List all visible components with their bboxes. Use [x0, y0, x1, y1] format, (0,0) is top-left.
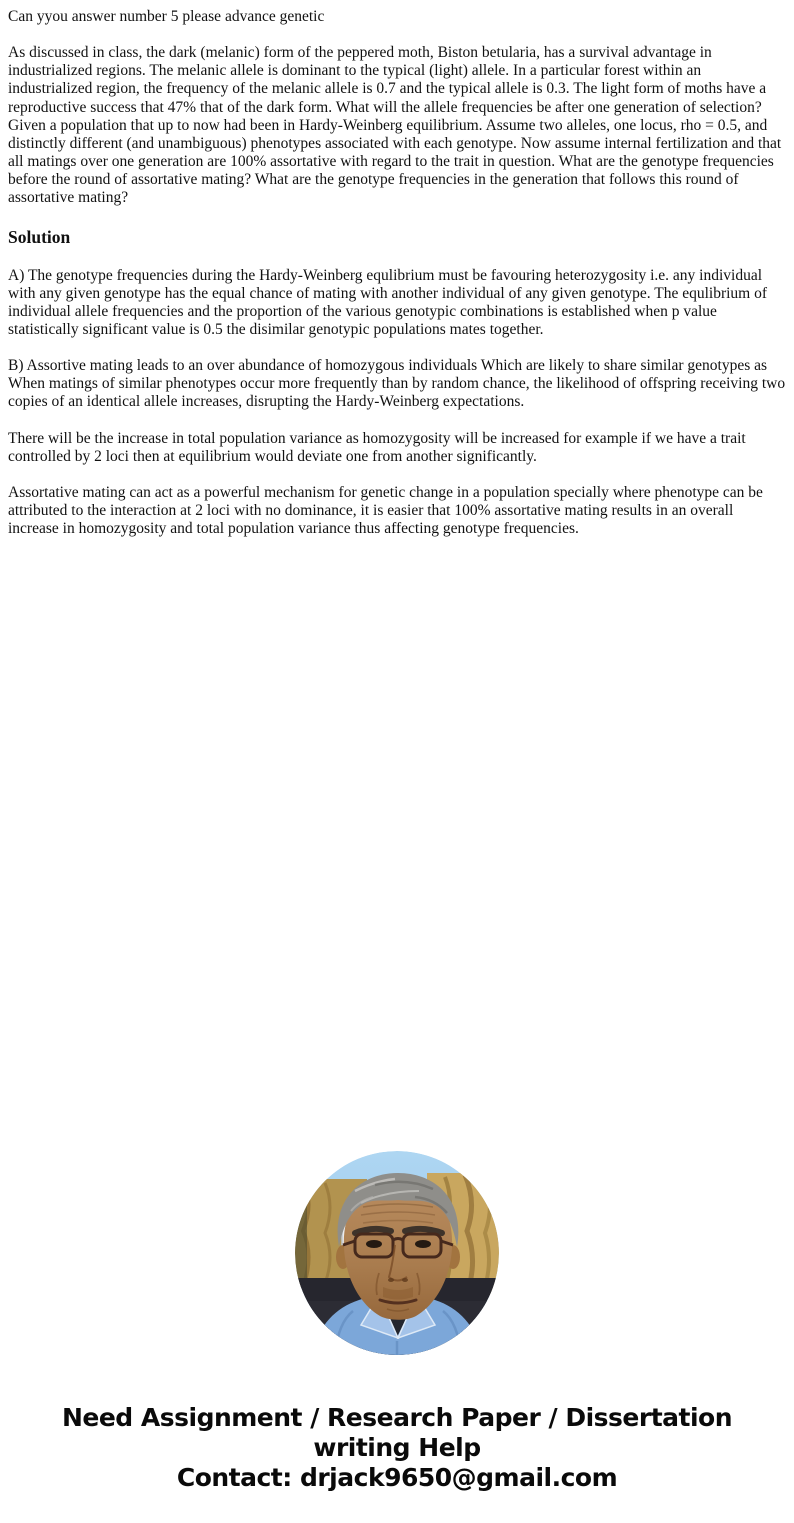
- question-intro: Can yyou answer number 5 please advance genetic: [8, 8, 325, 25]
- solution-paragraph-variance: There will be the increase in total population variance as homozygosity will be increased for example if we have a trait controlled by 2 loci then at equilibrium would deviate one from another significantly.: [8, 429, 746, 465]
- profile-photo-illustration: [295, 1151, 499, 1355]
- solution-heading: Solution: [8, 227, 71, 248]
- footer-heading: Need Assignment / Research Paper / Dissertation writing Help: [61, 1403, 733, 1462]
- solution-paragraph-a: A) The genotype frequencies during the Hardy-Weinberg equlibrium must be favouring heterozygosity i.e. any individual with any given genotype has the equal chance of mating with another individual of any given genotype. The equlibrium of individual allele frequencies and the proportion of the various genotypic combinations is established when p value statistically significant value is 0.5 the disimilar genotypic populations mates together.: [8, 266, 768, 339]
- question-body: As discussed in class, the dark (melanic) form of the peppered moth, Biston betularia, has a survival advantage in industrialized regions. The melanic allele is dominant to the typical (light) allele. In a particular forest within an industrialized region, the frequency of the melanic allele is 0.7 and the typical allele is 0.3. The light form of moths have a reproductive success that 47% that of the dark form. What will the allele frequencies be after one generation of selection? Given a population that up to now had been in Hardy-Weinberg equilibrium. Assume two alleles, one locus, rho = 0.5, and distinctly different (and unambiguous) phenotypes associated with each genotype. Now assume internal fertilization and that all matings over one generation are 100% assortative with regard to the trait in question. What are the genotype frequencies before the round of assortative mating? What are the genotype frequencies in the generation that follows this round of assortative mating?: [8, 44, 782, 207]
- footer-contact-email: Contact: drjack9650@gmail.com: [176, 1463, 618, 1492]
- footer-advert: [0, 1403, 794, 1493]
- solution-paragraph-conclusion: Assortative mating can act as a powerful mechanism for genetic change in a population specially where phenotype can be attributed to the interaction at 2 loci with no dominance, it is easier that 100% assortative mating results in an overall increase in homozygosity and total population variance thus affecting genotype frequencies.: [8, 483, 763, 538]
- profile-photo: [295, 1151, 499, 1355]
- solution-paragraph-b: B) Assortive mating leads to an over abundance of homozygous individuals Which are likely to share similar genotypes as When matings of similar phenotypes occur more frequently than by random chance, the likelihood of offspring receiving two copies of an identical allele increases, disrupting the Hardy-Weinberg expectations.: [8, 357, 786, 411]
- document-content: [0, 0, 794, 538]
